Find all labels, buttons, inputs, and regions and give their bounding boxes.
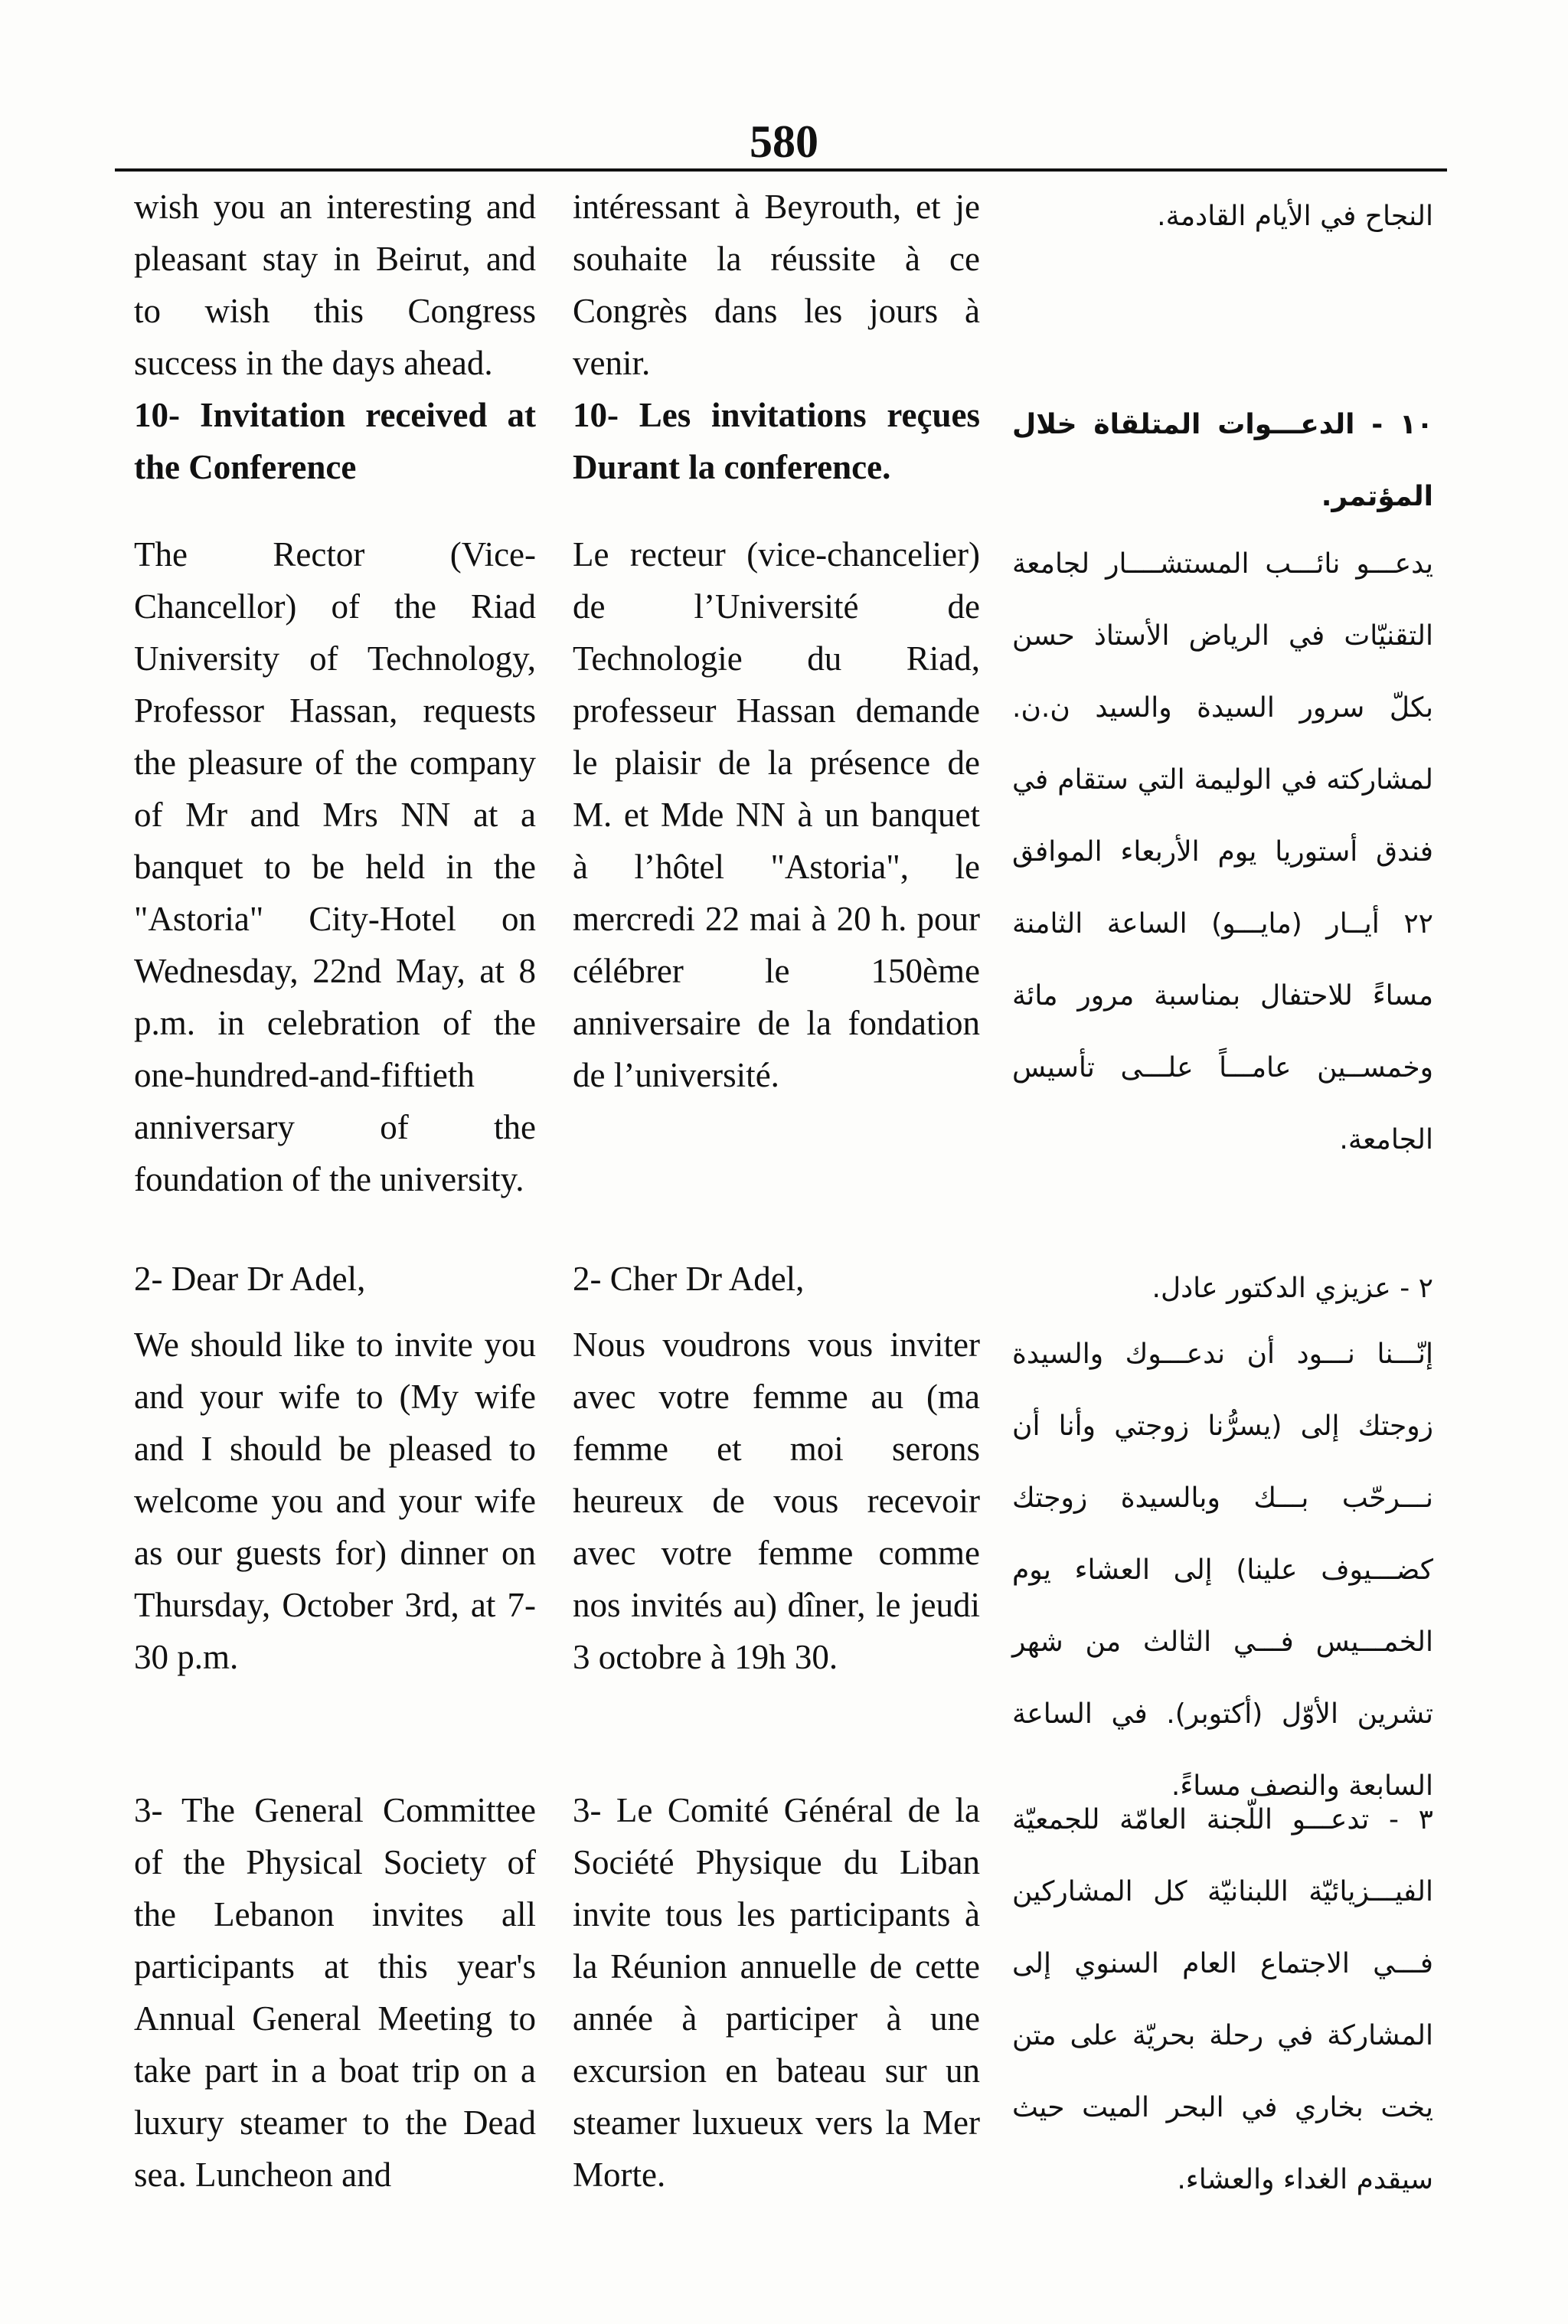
- french-text-block: Nous voudrons vous inviter avec votre femme au (ma femme et moi serons heureux de vous recevoir avec votre femme comme nos invités au) dîner, le jeudi 3 octobre à 19h 30.: [573, 1325, 980, 1676]
- french-section-heading: 10- Les invitations reçues Durant la conference.: [573, 396, 980, 486]
- arabic-text-block: يدعـــو نائـــب المستشــــار لجامعة التقنيّات في الرياض الأستاذ حسن بكلّ سرور السيدة والسيد ن.ن. لمشاركته في الوليمة التي ستقام في فندق أستوريا يوم الأربعاء الموافق ٢٢ أيــار (مايـــو) الساعة الثامنة مساءً للاحتفال بمناسبة مرور مائة وخمســين عامـــاً علـــى تأسيس الجامعة.: [1012, 548, 1433, 1155]
- french-text-block: intéressant à Beyrouth, et je souhaite la réussite à ce Congrès dans les jours à venir.: [573, 188, 980, 382]
- page-number: 580: [750, 116, 818, 167]
- header-rule: [115, 168, 1447, 172]
- arabic-text-block: ٣ - تدعـــو اللّجنة العامّة للجمعيّة الفيـــزيائيّة اللبنانيّة كل المشاركين فـــي الاجتماع العام السنوي إلى المشاركة في رحلة بحريّة على متن يخت بخاري في البحر الميت حيث سيقدم الغداء والعشاء.: [1012, 1804, 1433, 2195]
- english-section-heading: 10- Invitation received at the Conference: [134, 396, 536, 486]
- french-text-block: 3- Le Comité Général de la Société Physique du Liban invite tous les participants à la Réunion annuelle de cette année à participer à une excursion en bateau sur un steamer luxueux vers la Mer Morte.: [573, 1791, 980, 2194]
- english-text-block: We should like to invite you and your wife to (My wife and I should be pleased to welcome you and your wife as our guests for) dinner on Thursday, October 3rd, at 7-30 p.m.: [134, 1325, 536, 1676]
- arabic-section-heading: ١٠ - الدعـــوات المتلقاة خلال المؤتمر.: [1012, 409, 1433, 512]
- english-text-block: The Rector (Vice-Chancellor) of the Riad University of Technology, Professor Hassan, requests the pleasure of the company of Mr and Mrs NN at a banquet to be held in the "Astoria" City-Hotel on Wednesday, 22nd May, at 8 p.m. in celebration of the one-hundred-and-fiftieth anniversary of the foundation of the university.: [134, 535, 536, 1198]
- arabic-text-block: إنّـــنا نـــود أن ندعـــوك والسيدة زوجتك إلى (يسرُّنا زوجتي وأنا أن نـــرحّب بـــك وبالسيدة زوجتك كضـــيوف علينا) إلى العشاء يوم الخمـــيس فـــي الثالث من شهر تشرين الأوّل (أكتوبر). في الساعة السابعة والنصف مساءً.: [1012, 1339, 1433, 1802]
- english-text-block: 2- Dear Dr Adel,: [134, 1260, 366, 1298]
- french-text-block: 2- Cher Dr Adel,: [573, 1260, 805, 1298]
- arabic-text-block: النجاح في الأيام القادمة.: [1157, 201, 1433, 232]
- french-text-block: Le recteur (vice-chancelier) de l’Université de Technologie du Riad, professeur Hassan demande le plaisir de la présence de M. et Mde NN à un banquet à l’hôtel "Astoria", le mercredi 22 mai à 20 h. pour célébrer le 150ème anniversaire de la fondation de l’université.: [573, 535, 980, 1094]
- english-text-block: 3- The General Committee of the Physical Society of the Lebanon invites all participants at this year's Annual General Meeting to take part in a boat trip on a luxury steamer to the Dead sea. Luncheon and: [134, 1791, 536, 2194]
- arabic-text-block: ٢ - عزيزي الدكتور عادل.: [1152, 1273, 1433, 1304]
- english-text-block: wish you an interesting and pleasant stay in Beirut, and to wish this Congress success in the days ahead.: [134, 188, 536, 382]
